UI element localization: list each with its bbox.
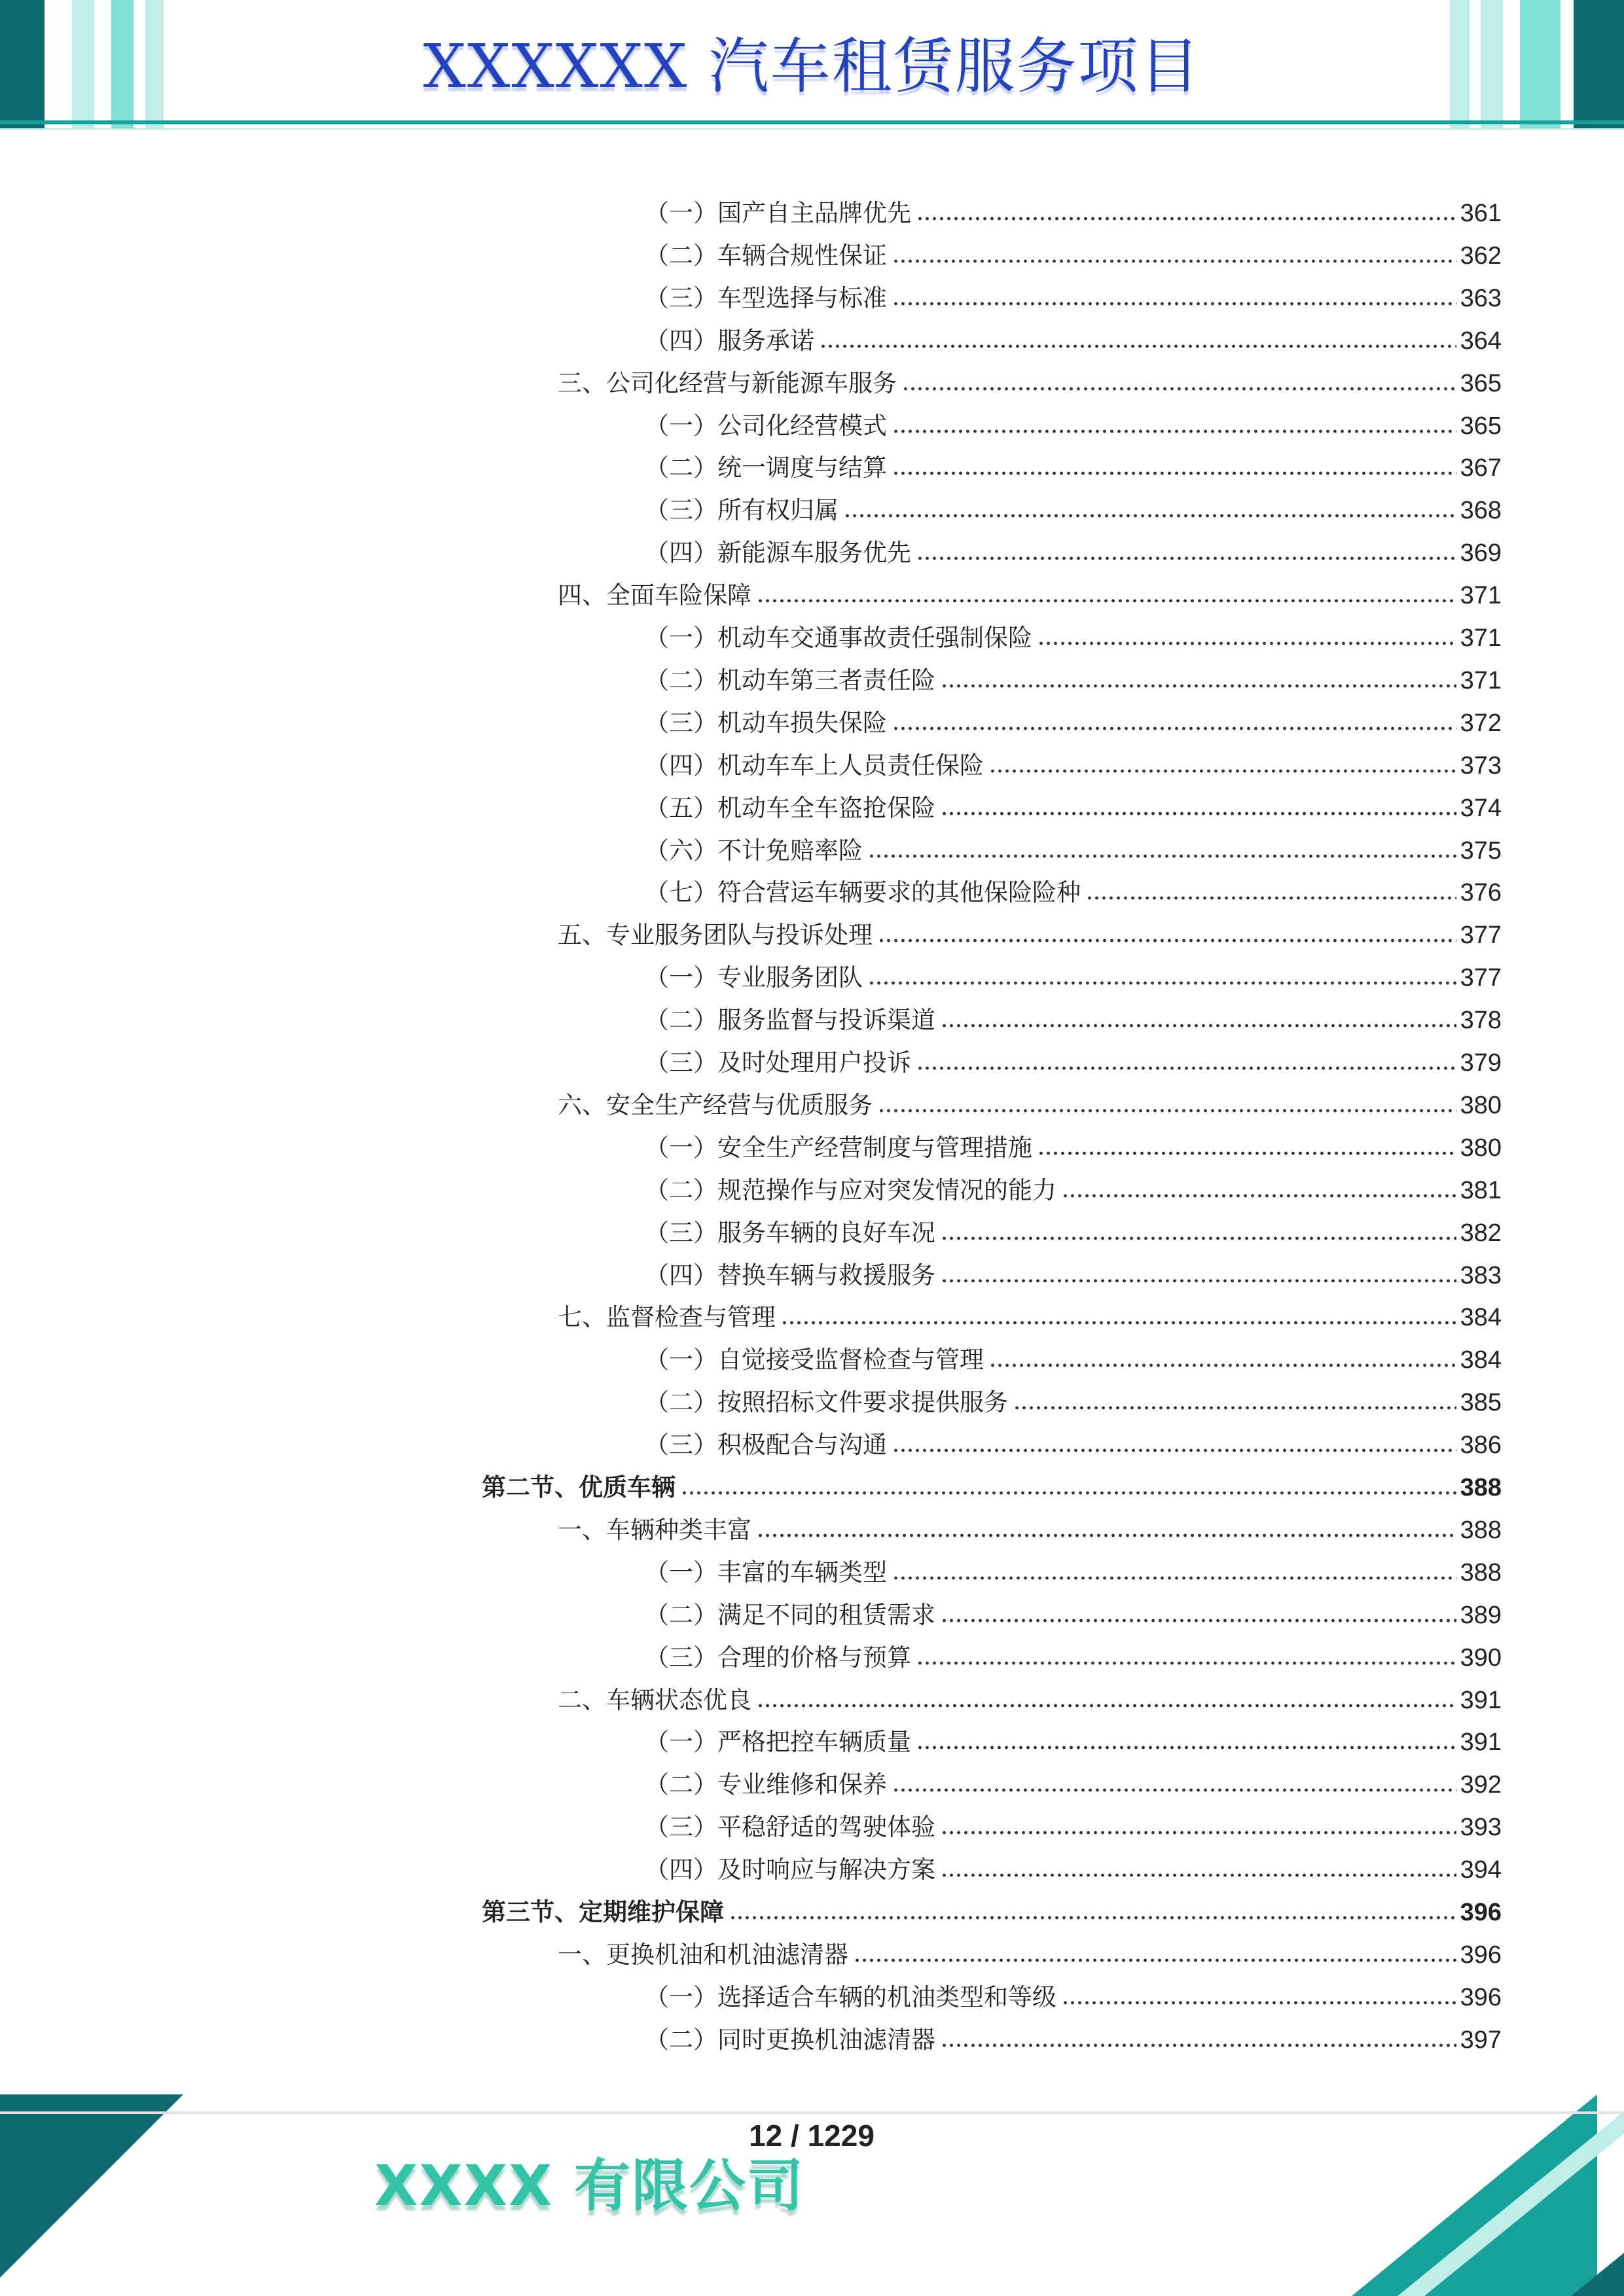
toc-entry-title: 三、公司化经营与新能源车服务	[558, 368, 897, 397]
toc-dot-leader	[757, 1703, 1456, 1708]
toc-entry-page: 365	[1460, 412, 1502, 440]
toc-dot-leader	[892, 259, 1456, 264]
header-bar-decoration	[1450, 0, 1470, 128]
toc-dot-leader	[1038, 1151, 1456, 1156]
toc-entry-page: 390	[1460, 1643, 1502, 1672]
toc-dot-leader	[941, 1278, 1456, 1283]
toc-entry[interactable]	[645, 834, 1502, 868]
toc-entry-page: 368	[1460, 497, 1502, 525]
toc-entry-title: （三）车型选择与标准	[645, 283, 887, 312]
toc-entry-page: 385	[1460, 1389, 1502, 1417]
toc-dot-leader	[941, 1830, 1456, 1835]
toc-entry[interactable]	[645, 451, 1502, 485]
toc-dot-leader	[941, 1873, 1456, 1878]
toc-entry-page: 396	[1460, 1899, 1502, 1926]
toc-entry-page: 365	[1460, 369, 1502, 397]
toc-entry-title: （一）严格把控车辆质量	[645, 1728, 911, 1757]
toc-entry-page: 388	[1460, 1558, 1502, 1587]
toc-dot-leader	[902, 386, 1456, 391]
toc-entry-page: 381	[1460, 1176, 1502, 1204]
toc-entry-title: （七）符合营运车辆要求的其他保险险种	[645, 878, 1081, 907]
toc-entry-title: （三）所有权归属	[645, 496, 839, 525]
toc-entry-title: 六、安全生产经营与优质服务	[558, 1090, 873, 1119]
toc-entry-title: 二、车辆状态优良	[558, 1685, 751, 1714]
toc-entry-title: （一）国产自主品牌优先	[645, 199, 911, 227]
toc-entry-title: 第二节、优质车辆	[482, 1473, 676, 1501]
toc-entry-title: （二）规范操作与应对突发情况的能力	[645, 1175, 1056, 1204]
toc-entry-page: 380	[1460, 1134, 1502, 1162]
toc-dot-leader	[729, 1915, 1456, 1920]
toc-entry-title: （一）公司化经营模式	[645, 411, 887, 440]
toc-entry-title: （三）合理的价格与预算	[645, 1643, 911, 1672]
toc-entry[interactable]	[645, 1343, 1502, 1377]
toc-dot-leader	[1086, 895, 1456, 901]
toc-dot-leader	[916, 1660, 1456, 1666]
toc-entry-title: （三）积极配合与沟通	[645, 1431, 887, 1460]
toc-entry[interactable]	[645, 876, 1502, 910]
toc-entry-page: 392	[1460, 1771, 1502, 1799]
toc-entry[interactable]	[645, 196, 1502, 230]
toc-entry[interactable]	[645, 324, 1502, 358]
header-bar-decoration	[1520, 0, 1561, 128]
toc-entry[interactable]	[645, 1428, 1502, 1462]
toc-entry-page: 372	[1460, 709, 1502, 737]
toc-entry-title: （二）统一调度与结算	[645, 454, 887, 482]
toc-dot-leader	[1062, 2000, 1456, 2005]
toc-dot-leader	[941, 1023, 1456, 1028]
toc-entry-title: （四）及时响应与解决方案	[645, 1856, 935, 1884]
page-header	[0, 0, 1624, 137]
toc-dot-leader	[892, 1575, 1456, 1581]
toc-entry[interactable]	[645, 1046, 1502, 1080]
toc-dot-leader	[757, 598, 1456, 603]
toc-entry[interactable]	[645, 1810, 1502, 1844]
document-title: XXXXXX 汽车租赁服务项目	[423, 31, 1201, 101]
toc-entry[interactable]	[645, 1131, 1502, 1165]
toc-entry-page: 362	[1460, 242, 1502, 270]
toc-dot-leader	[941, 1618, 1456, 1623]
toc-entry-page: 361	[1460, 200, 1502, 227]
toc-entry-title: （一）安全生产经营制度与管理措施	[645, 1133, 1032, 1162]
toc-entry[interactable]	[558, 1513, 1502, 1547]
toc-entry-title: （五）机动车全车盗抢保险	[645, 793, 935, 822]
toc-entry[interactable]	[645, 281, 1502, 315]
toc-entry-page: 363	[1460, 284, 1502, 312]
toc-entry[interactable]	[558, 1683, 1502, 1717]
toc-dot-leader	[941, 811, 1456, 816]
toc-entry-page: 376	[1460, 879, 1502, 907]
toc-entry[interactable]	[482, 1895, 1502, 1929]
toc-dot-leader	[854, 1958, 1456, 1963]
footer-triangle-right	[1352, 2094, 1597, 2296]
toc-entry-title: （二）车辆合规性保证	[645, 241, 887, 270]
toc-entry-title: 五、专业服务团队与投诉处理	[558, 921, 873, 950]
toc-dot-leader	[892, 429, 1456, 434]
toc-entry-page: 373	[1460, 751, 1502, 780]
toc-entry[interactable]	[645, 1598, 1502, 1632]
toc-dot-leader	[941, 2043, 1456, 2048]
toc-entry[interactable]	[645, 239, 1502, 273]
toc-dot-leader	[1062, 1193, 1456, 1198]
toc-entry[interactable]	[645, 2023, 1502, 2057]
toc-dot-leader	[916, 1066, 1456, 1071]
toc-dot-leader	[892, 471, 1456, 476]
toc-entry-title: （二）专业维修和保养	[645, 1770, 887, 1799]
toc-entry[interactable]	[558, 1300, 1502, 1335]
toc-entry-page: 367	[1460, 454, 1502, 482]
toc-entry-page: 388	[1460, 1474, 1502, 1501]
toc-entry-page: 371	[1460, 666, 1502, 694]
toc-entry-title: （四）新能源车服务优先	[645, 539, 911, 567]
toc-entry-page: 394	[1460, 1856, 1502, 1884]
toc-entry-title: （二）按照招标文件要求提供服务	[645, 1388, 1008, 1417]
toc-entry-page: 383	[1460, 1261, 1502, 1289]
header-bar-decoration	[1574, 0, 1624, 128]
company-name: XXXX 有限公司	[374, 2153, 805, 2219]
header-divider	[0, 120, 1624, 124]
toc-entry-page: 397	[1460, 2026, 1502, 2054]
toc-entry[interactable]	[645, 536, 1502, 570]
header-bar-decoration	[1481, 0, 1503, 128]
toc-entry-page: 379	[1460, 1049, 1502, 1077]
toc-entry-page: 391	[1460, 1729, 1502, 1757]
toc-entry-page: 371	[1460, 624, 1502, 652]
toc-dot-leader	[892, 726, 1456, 731]
toc-entry[interactable]	[645, 1259, 1502, 1293]
toc-entry[interactable]	[645, 621, 1502, 655]
toc-entry-page: 374	[1460, 794, 1502, 822]
toc-entry[interactable]	[645, 961, 1502, 995]
toc-entry-page: 380	[1460, 1091, 1502, 1119]
toc-entry-page: 377	[1460, 922, 1502, 950]
toc-dot-leader	[878, 1108, 1456, 1113]
page-footer	[0, 2081, 1624, 2296]
toc-dot-leader	[941, 683, 1456, 689]
toc-entry[interactable]	[645, 1641, 1502, 1675]
toc-entry-page: 371	[1460, 582, 1502, 610]
toc-dot-leader	[757, 1533, 1456, 1538]
toc-entry[interactable]	[645, 1981, 1502, 2015]
toc-entry-title: （二）服务监督与投诉渠道	[645, 1006, 935, 1035]
toc-entry-page: 396	[1460, 1941, 1502, 1969]
toc-entry[interactable]	[645, 1386, 1502, 1420]
toc-dot-leader	[892, 1787, 1456, 1793]
toc-entry-page: 377	[1460, 964, 1502, 992]
toc-entry[interactable]	[645, 409, 1502, 443]
toc-entry-title: 四、全面车险保障	[558, 581, 751, 610]
toc-entry-page: 364	[1460, 327, 1502, 355]
toc-entry-title: （一）选择适合车辆的机油类型和等级	[645, 1982, 1056, 2011]
toc-entry-title: （三）服务车辆的良好车况	[645, 1218, 935, 1247]
toc-dot-leader	[868, 980, 1456, 986]
toc-entry-title: 一、车辆种类丰富	[558, 1515, 751, 1544]
toc-entry-title: （四）服务承诺	[645, 326, 814, 355]
toc-entry-title: （二）满足不同的租赁需求	[645, 1600, 935, 1629]
toc-entry[interactable]	[645, 1556, 1502, 1590]
toc-entry[interactable]	[558, 579, 1502, 613]
toc-dot-leader	[820, 344, 1456, 349]
toc-entry-title: （三）机动车损失保险	[645, 708, 887, 737]
toc-entry-page: 391	[1460, 1686, 1502, 1714]
toc-entry[interactable]	[558, 918, 1502, 952]
toc-dot-leader	[781, 1320, 1456, 1325]
toc-dot-leader	[892, 301, 1456, 306]
toc-entry-page: 375	[1460, 836, 1502, 865]
toc-entry[interactable]	[558, 1088, 1502, 1122]
toc-entry[interactable]	[482, 1471, 1502, 1505]
toc-entry[interactable]	[645, 1853, 1502, 1887]
toc-entry-page: 393	[1460, 1814, 1502, 1842]
toc-entry[interactable]	[645, 749, 1502, 783]
toc-entry-page: 384	[1460, 1304, 1502, 1332]
footer-triangle-left	[0, 2094, 183, 2278]
header-divider-light	[0, 128, 1624, 130]
toc-entry[interactable]	[645, 493, 1502, 528]
toc-dot-leader	[844, 513, 1456, 518]
toc-dot-leader	[868, 853, 1456, 859]
toc-dot-leader	[916, 1745, 1456, 1750]
toc-entry[interactable]	[558, 1938, 1502, 1972]
toc-entry-title: 一、更换机油和机油滤清器	[558, 1940, 848, 1969]
toc-entry[interactable]	[645, 706, 1502, 740]
toc-entry-page: 384	[1460, 1346, 1502, 1374]
toc-entry-page: 386	[1460, 1431, 1502, 1460]
toc-entry-title: （四）替换车辆与救援服务	[645, 1261, 935, 1289]
toc-entry-page: 389	[1460, 1601, 1502, 1629]
toc-entry-title: （三）平稳舒适的驾驶体验	[645, 1813, 935, 1842]
toc-entry-title: （二）机动车第三者责任险	[645, 666, 935, 694]
toc-dot-leader	[989, 768, 1456, 774]
toc-entry[interactable]	[645, 664, 1502, 698]
toc-entry[interactable]	[645, 1174, 1502, 1208]
toc-dot-leader	[1038, 641, 1456, 646]
toc-entry[interactable]	[645, 1768, 1502, 1802]
toc-entry-title: （六）不计免赔率险	[645, 836, 863, 865]
page-number: 12 / 1229	[749, 2119, 875, 2153]
footer-divider	[0, 2111, 1624, 2114]
toc-dot-leader	[916, 216, 1456, 221]
toc-dot-leader	[878, 938, 1456, 943]
toc-entry-title: （一）丰富的车辆类型	[645, 1558, 887, 1587]
toc-entry-page: 369	[1460, 539, 1502, 567]
toc-dot-leader	[941, 1236, 1456, 1241]
toc-entry-page: 382	[1460, 1219, 1502, 1247]
toc-entry-title: （二）同时更换机油滤清器	[645, 2025, 935, 2054]
toc-entry[interactable]	[645, 1003, 1502, 1037]
toc-entry[interactable]	[645, 1216, 1502, 1250]
toc-entry-page: 388	[1460, 1516, 1502, 1544]
toc-entry-title: 七、监督检查与管理	[558, 1303, 776, 1332]
toc-dot-leader	[916, 556, 1456, 561]
toc-entry-title: （一）机动车交通事故责任强制保险	[645, 624, 1032, 652]
toc-entry[interactable]	[645, 791, 1502, 825]
toc-dot-leader	[989, 1363, 1456, 1368]
toc-entry-title: 第三节、定期维护保障	[482, 1898, 724, 1926]
toc-dot-leader	[892, 1448, 1456, 1453]
toc-entry-page: 378	[1460, 1007, 1502, 1035]
toc-dot-leader	[1013, 1405, 1456, 1410]
toc-entry-title: （一）自觉接受监督检查与管理	[645, 1346, 984, 1374]
toc-entry[interactable]	[645, 1725, 1502, 1759]
toc-dot-leader	[681, 1490, 1456, 1496]
toc-entry-title: （四）机动车车上人员责任保险	[645, 751, 984, 780]
toc-entry-title: （一）专业服务团队	[645, 963, 863, 992]
toc-entry[interactable]	[558, 367, 1502, 401]
toc-entry-page: 396	[1460, 1983, 1502, 2011]
toc-entry-title: （三）及时处理用户投诉	[645, 1049, 911, 1077]
